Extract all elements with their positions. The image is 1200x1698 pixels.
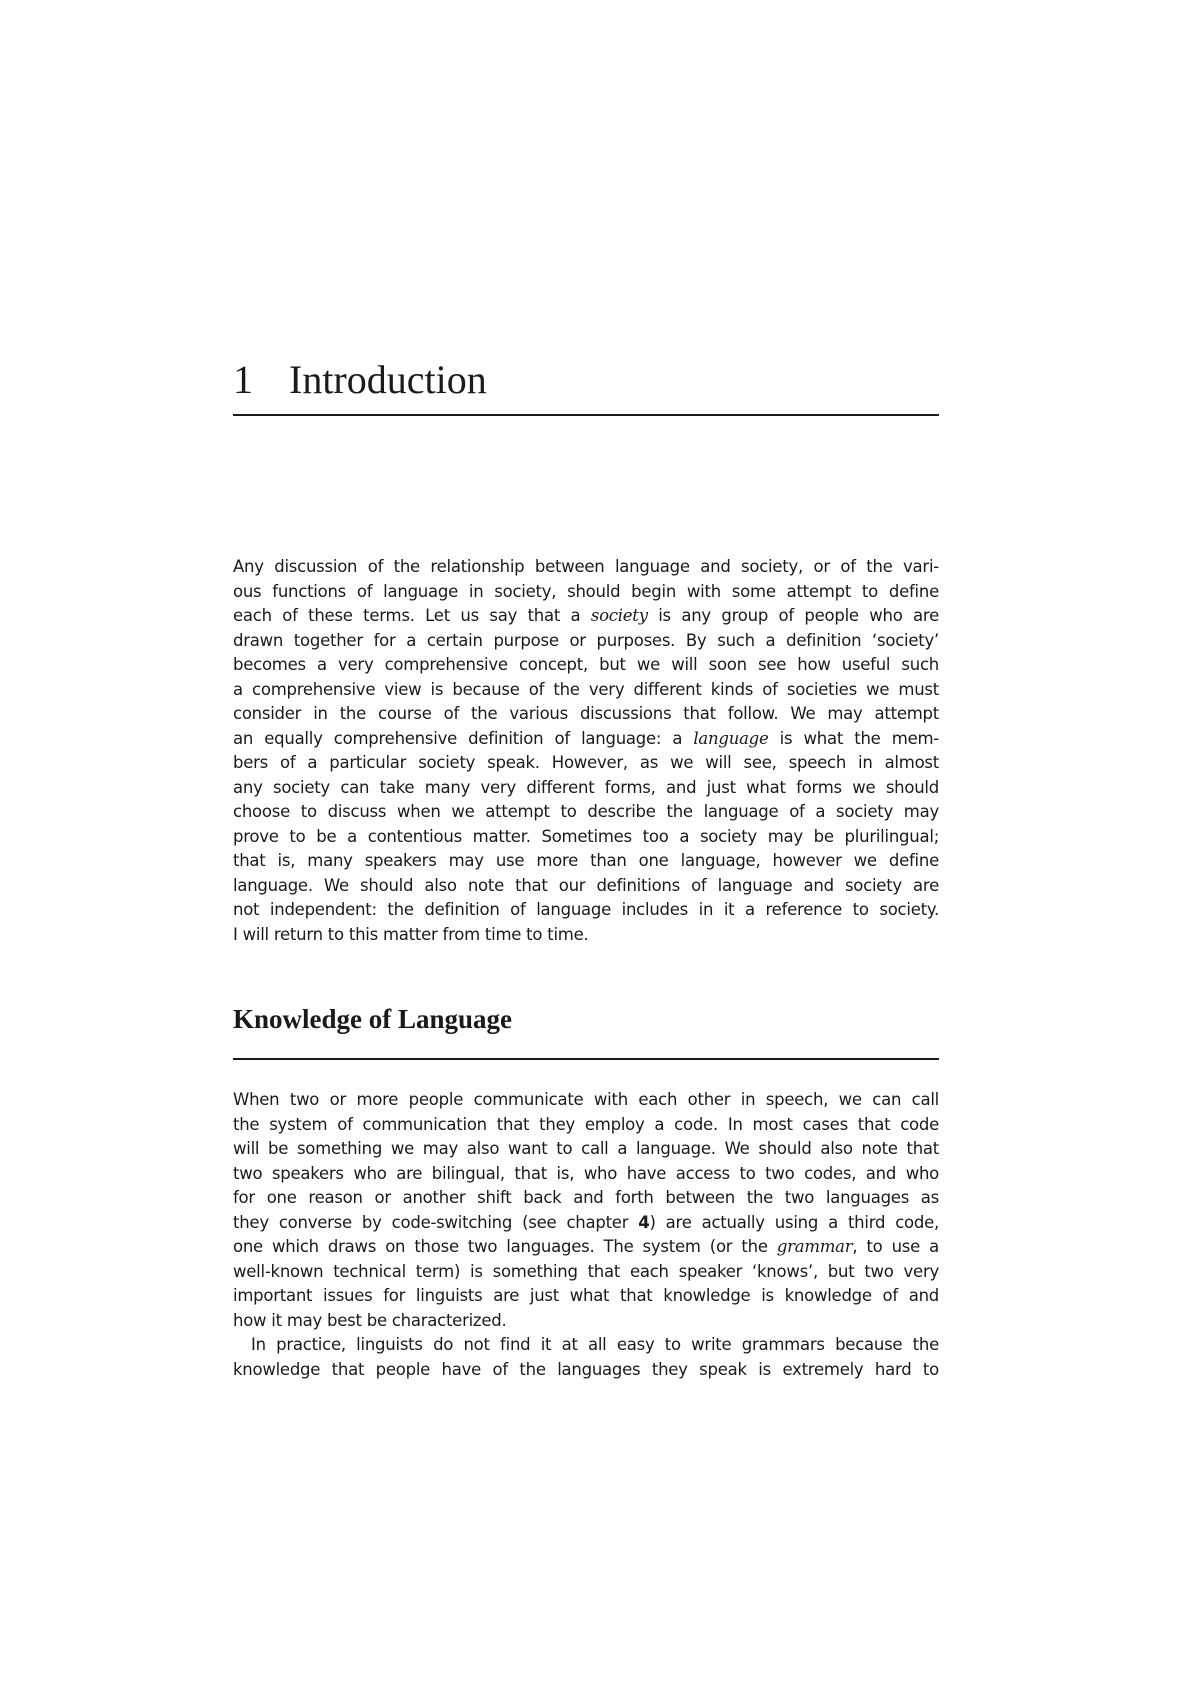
text-line: important issues for linguists are just what that knowledge is knowledge of and (233, 1286, 939, 1305)
chapter-rule (233, 414, 939, 416)
section-rule (233, 1058, 939, 1060)
text-line: prove to be a contentious matter. Sometimes too a society may be plurilingual; (233, 826, 939, 846)
text-line: ous functions of language in society, should begin with some attempt to define (233, 581, 939, 601)
text-line: a comprehensive view is because of the very different kinds of societies we must (233, 679, 939, 699)
knowledge-paragraph (233, 1088, 939, 1382)
term-society: society (590, 606, 648, 625)
text-line: drawn together for a certain purpose or purposes. By such a definition ‘society’ (233, 630, 939, 650)
text-line: well-known technical term) is something that each speaker ‘knows’, but two very (233, 1261, 939, 1281)
text-line: any society can take many very different forms, and just what forms we should (233, 777, 939, 797)
chapter-number: 1 (233, 357, 253, 402)
text-line: choose to discuss when we attempt to describe the language of a society may (233, 802, 939, 821)
text-line: I will return to this matter from time to time. (233, 924, 589, 944)
text-line: language. We should also note that our definitions of language and society are (233, 875, 939, 895)
text-line: they converse by code-switching (see chapter 4) are actually using a third code, (233, 1212, 939, 1232)
text-line: two speakers who are bilingual, that is, who have access to two codes, and who (233, 1163, 939, 1183)
chapter-heading (233, 356, 939, 404)
text-line: Any discussion of the relationship between language and society, or of the vari- (233, 557, 939, 576)
term-grammar: grammar (776, 1237, 853, 1256)
text-line: consider in the course of the various discussions that follow. We may attempt (233, 704, 939, 723)
text-line: the system of communication that they employ a code. In most cases that code (233, 1114, 939, 1134)
intro-paragraph (233, 555, 939, 947)
text-line: that is, many speakers may use more than one language, however we define (233, 851, 939, 870)
text-line: an equally comprehensive definition of language: a language is what the mem- (233, 728, 939, 748)
term-language: language (693, 728, 769, 748)
text-line: knowledge that people have of the languages they speak is extremely hard to (233, 1359, 939, 1379)
chapter-title: Introduction (289, 357, 487, 402)
text-line: will be something we may also want to call a language. We should also note that (233, 1139, 939, 1158)
text-line: becomes a very comprehensive concept, but we will soon see how useful such (233, 655, 939, 674)
text-line: how it may best be characterized. (233, 1310, 507, 1330)
text-line: In practice, linguists do not find it at all easy to write grammars because the (251, 1335, 939, 1354)
text-line: not independent: the definition of language includes in it a reference to society. (233, 900, 939, 919)
chapter-reference: 4 (638, 1212, 650, 1232)
text-line: one which draws on those two languages. The system (or the grammar, to use a (233, 1237, 939, 1256)
text-line: When two or more people communicate with each other in speech, we can call (233, 1090, 939, 1109)
text-line: for one reason or another shift back and forth between the two languages as (233, 1188, 939, 1207)
section-heading: Knowledge of Language (233, 1004, 513, 1034)
text-line: bers of a particular society speak. However, as we will see, speech in almost (233, 753, 939, 772)
text-line: each of these terms. Let us say that a society is any group of people who are (233, 606, 939, 625)
